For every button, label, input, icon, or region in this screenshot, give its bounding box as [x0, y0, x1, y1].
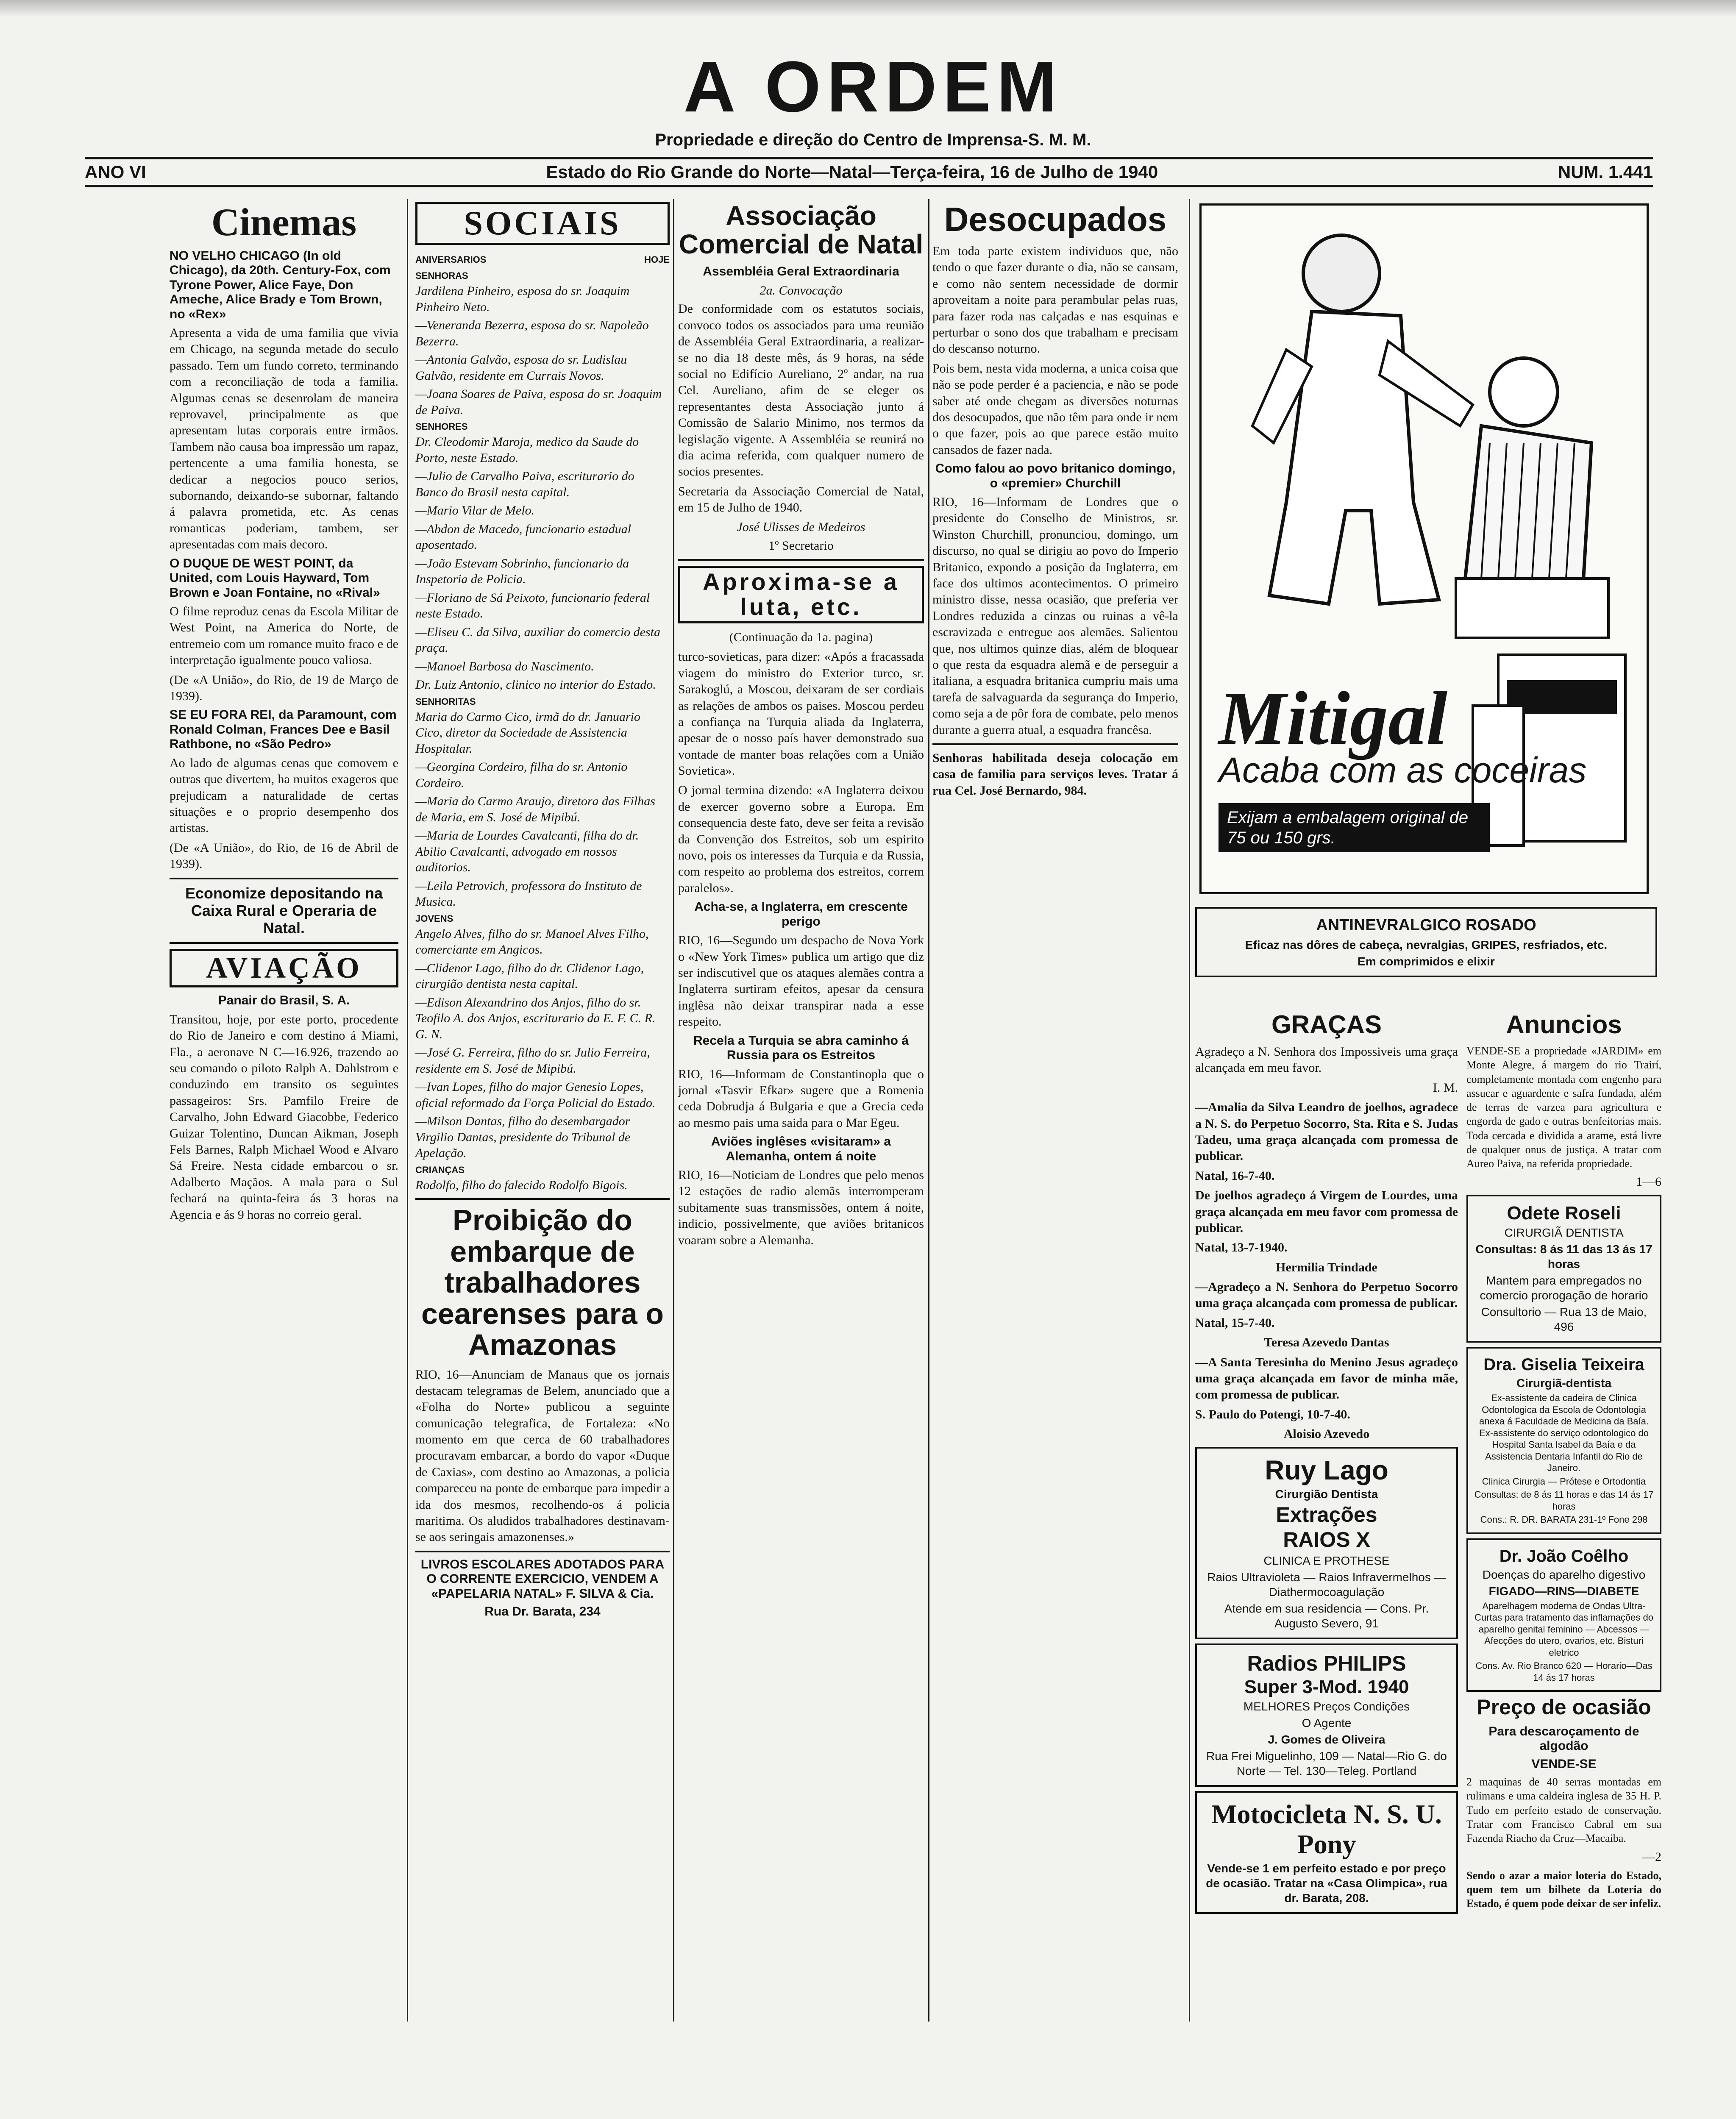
antinevralgico-text: Eficaz nas dôres de cabeça, nevralgias, GRIPES, resfriados, etc.	[1245, 938, 1608, 951]
masthead	[153, 47, 1594, 150]
gracas-paragraph-3: De joelhos agradeço á Virgem de Lourdes, uma graça alcançada em meu favor com promessa de publicar.	[1195, 1188, 1458, 1235]
sociais-item: —Milson Dantas, filho do desembargador Virgilio Dantas, presidente do Tribunal de Apelação.	[415, 1114, 631, 1160]
aviacao-heading: Panair do Brasil, S. A.	[218, 993, 350, 1008]
divider	[415, 1198, 670, 1200]
sociais-item: —Edison Alexandrino dos Anjos, filho do sr. Teofilo A. dos Anjos, escriturario da E. F. C. R. G. N.	[415, 995, 656, 1041]
associacao-subtitle: Assembléia Geral Extraordinaria	[703, 264, 899, 279]
philips-model: Super 3-Mod. 1940	[1244, 1676, 1409, 1697]
loteria-notice: Sendo o azar a maior loteria do Estado, quem tem um bilhete da Loteria do Estado, é quem pode deixar de ser infeliz.	[1466, 1869, 1661, 1910]
sociais-item: Dr. Luiz Antonio, clinico no interior do Estado.	[415, 678, 656, 692]
gracas-paragraph-1: Agradeço a N. Senhora dos Impossiveis uma graça alcançada em meu favor.	[1195, 1045, 1458, 1075]
issue-number: NUM. 1.441	[1558, 162, 1653, 182]
ruylago-ad	[1195, 1447, 1458, 1639]
preco-vende: VENDE-SE	[1531, 1757, 1597, 1771]
philips-agente-name: J. Gomes de Oliveira	[1268, 1733, 1385, 1746]
ruylago-clinic: CLINICA E PROTHESE	[1263, 1554, 1390, 1567]
preco-subtitle: Para descaroçamento de algodão	[1488, 1724, 1639, 1753]
anuncios-ref: 1—6	[1636, 1175, 1661, 1189]
mitigal-tagline-1: Acaba com	[1219, 750, 1397, 790]
philips-agente: O Agente	[1302, 1716, 1352, 1730]
column-divider	[673, 199, 674, 2022]
senhoritas-label: SENHORITAS	[415, 696, 476, 707]
column-divider	[1189, 199, 1190, 2022]
aniversarios-label: ANIVERSARIOS	[415, 254, 487, 265]
divider	[678, 559, 924, 561]
gracas-paragraph-4: —Agradeço a N. Senhora do Perpetuo Socorro uma graça alcançada com promessa de publicar.	[1195, 1280, 1458, 1310]
odete-address: Consultorio — Rua 13 de Maio, 496	[1481, 1305, 1647, 1334]
dateline	[85, 157, 1653, 187]
coelho-text: Aparelhagem moderna de Ondas Ultra-Curtas para tratamento das inflamações do aparelho genital feminino — Abcessos — Afecções do utero, ovarios, etc. Bisturi eletrico	[1474, 1600, 1653, 1658]
gracas-date-3: Natal, 13-7-1940.	[1195, 1240, 1288, 1255]
proibicao-paragraph: RIO, 16—Anunciam de Manaus que os jornais destacam telegramas de Belem, anunciado que a «Folha do Norte» publicou a seguinte comunicação telegrafica, de Fortaleza: «No momento em que cerca de 60 trabalhadores procuravam embarcar, a bordo do vapor «Duque de Caxias», com destino ao Amazonas, a policia compareceu na ponte de embarque para impedir a ida dos mesmos, recolhendo-os á policia maritima. Os aludidos trabalhadores destinavam-se aos seringais amazonenses.»	[415, 1367, 670, 1544]
aviacao-paragraph: Transitou, hoje, por este porto, procedente do Rio de Janeiro e com destino á Miami, Fla., a aeronave N C—16.926, trazendo ao seu comando o piloto Ralph A. Dahlstrom e conduzindo em transito os seguintes passageiros: Srs. Pamfilo Freire de Carvalho, John Edward Giacobbe, Federico Guizar Tolentino, Duncan Aikman, Joseph Fels Barnes, Ralph Michael Wood e Alvaro Sá Freire. Nesta cidade embarcou o sr. Adalberto Maçãos. A mala para o Sul fechará na quinta-feira ás 3 horas na Agencia e ás 9 horas no correio geral.	[170, 1012, 398, 1222]
giselia-role: Cirurgiã-dentista	[1516, 1377, 1612, 1390]
gracas-signature-3: Hermilia Trindade	[1276, 1260, 1377, 1274]
aviacao-title: AVIAÇÃO	[170, 949, 398, 988]
sociais-item: —Ivan Lopes, filho do major Genesio Lopes, oficial reformado da Força Policial do Estado.	[415, 1080, 656, 1110]
coelho-ad	[1466, 1538, 1661, 1692]
column-divider	[928, 199, 929, 2022]
aproxima-heading-4: Aviões inglêses «visitaram» a Alemanha, ontem á noite	[711, 1135, 891, 1163]
sociais-item: —Abdon de Macedo, funcionario estadual aposentado.	[415, 522, 632, 552]
mitigal-tagline-2: as coceiras	[1406, 750, 1587, 790]
gracas-title: GRAÇAS	[1271, 1010, 1382, 1039]
ruylago-services: Raios Ultravioleta — Raios Infravermelhos — Diathermocoagulação	[1207, 1570, 1446, 1599]
desocupados-paragraph-2: Pois bem, nesta vida moderna, a unica coisa que não se pode perder é a paciencia, e não se pode saber até onde chegam as diversões noturnas dos desocupados, que não têm para onde ir nem o que fazer, pois ao que parece estão muito cansados de fazer nada.	[932, 361, 1178, 457]
antinevralgico-box	[1195, 907, 1657, 977]
sociais-item: Rodolfo, filho do falecido Rodolfo Bigois.	[415, 1178, 628, 1192]
coelho-name: Dr. João Coêlho	[1499, 1546, 1629, 1566]
column-gracas	[1195, 1009, 1458, 2119]
odete-note: Mantem para empregados no comercio prorogação de horario	[1480, 1274, 1648, 1302]
churchill-heading: Como falou ao povo britanico domingo, o «premier» Churchill	[935, 462, 1176, 490]
divider	[170, 942, 398, 944]
sociais-title: SOCIAIS	[415, 202, 670, 245]
philips-melhores: MELHORES Preços Condições	[1243, 1700, 1410, 1713]
sociais-item: Angelo Alves, filho do sr. Manoel Alves Filho, comerciante em Angicos.	[415, 926, 649, 957]
cinemas-credit-1: (De «A União», do Rio, de 19 de Março de 1939).	[170, 673, 398, 704]
odete-hours: Consultas: 8 ás 11 das 13 ás 17 horas	[1475, 1243, 1653, 1271]
aproxima-paragraph-1: turco-sovieticas, para dizer: «Após a fracassada viagem do ministro do Exterior turco, sr. Sarakoglú, a Moscou, deixaram de ser cordiais as relações de ambos os paises. Moscou perdeu a confiança na Turquia aliada da Inglaterra, apesar de o nosso país haver demonstrado sua vontade de manter boas relações com a União Sovietica».	[678, 650, 924, 778]
sociais-item: Dr. Cleodomir Maroja, medico da Saude do Porto, neste Estado.	[415, 435, 639, 465]
senhoras-label: SENHORAS	[415, 270, 468, 281]
cinemas-paragraph-3: Ao lado de algumas cenas que comovem e outras que divertem, ha muitos exageros que prejudicam a naturalidade de certas situações e o proprio desempenho dos artistas.	[170, 756, 398, 835]
coelho-sub: FIGADO—RINS—DIABETE	[1488, 1584, 1639, 1598]
moto-text: Vende-se 1 em perfeito estado e por preço de ocasião. Tratar na «Casa Olimpica», rua dr. Barata, 208.	[1206, 1862, 1447, 1905]
aproxima-continuation: (Continuação da 1a. pagina)	[729, 630, 873, 644]
cinemas-heading-1: NO VELHO CHICAGO (In old Chicago), da 20th. Century-Fox, com Tyrone Power, Alice Faye, Don Ameche, Alice Brady e Tom Brown, no «Rex»	[170, 248, 391, 321]
anuncios-title: Anuncios	[1506, 1010, 1622, 1039]
sociais-item: —Joana Soares de Paiva, esposa do sr. Joaquim de Paiva.	[415, 387, 662, 417]
column-sociais	[415, 199, 670, 2055]
masthead-subtitle: Propriedade e direção do Centro de Imprensa-S. M. M.	[655, 131, 1091, 149]
column-desocupados	[932, 199, 1178, 2055]
aproxima-paragraph-4: RIO, 16—Informam de Constantinopla que o jornal «Tasvir Efkar» sugere que a Romenia ceda Dobrudja á Bulgaria e que a Grecia ceda ao mesmo pais uma saida para o Mar Egeu.	[678, 1067, 924, 1130]
coelho-address: Cons. Av. Rio Branco 620 — Horario—Das 14 ás 17 horas	[1475, 1660, 1653, 1683]
cinemas-paragraph-1: Apresenta a vida de uma familia que vivia em Chicago, na segunda metade do seculo passado. Tem um fundo correto, terminando com a reconciliação de toda a familia. Algumas cenas se desenrolam de maneira reprovavel, principalmente as que apresentam lutas corporais entre irmãos. Tambem não causa boa impressão um rapaz, pertencente a uma familia honesta, se dedicar a negocios pouco serios, subornando, deixando-se subornar, faltando á palavra prometida, etc. As cenas romanticas poderiam, tambem, ser apresentadas com mais decoro.	[170, 326, 398, 552]
cinemas-heading-2: O DUQUE DE WEST POINT, da United, com Louis Hayward, Tom Brown e Joan Fontaine, no «Rival»	[170, 556, 380, 600]
cinemas-title: Cinemas	[211, 200, 357, 244]
sociais-item: —Eliseu C. da Silva, auxiliar do comercio desta praça.	[415, 625, 660, 655]
ruylago-role: Cirurgião Dentista	[1275, 1487, 1378, 1501]
column-divider	[407, 199, 408, 2022]
column-associacao	[678, 199, 924, 2055]
ruylago-line-1: Extrações	[1276, 1502, 1377, 1527]
hoje-label: HOJE	[644, 254, 670, 265]
sociais-item: —José G. Ferreira, filho do sr. Julio Ferreira, residente em S. José de Mipibú.	[415, 1046, 650, 1076]
odete-role: CIRURGIÃ DENTISTA	[1504, 1226, 1624, 1240]
associacao-paragraph: De conformidade com os estatutos sociais, convoco todos os associados para uma reunião de Assembléia Geral Extraordinaria, a realizar-se no dia 18 deste mês, ás 9 horas, na séde social no Edifício Aureliano, 2º andar, na rua Cel. Aureliano, afim de se eleger os representantes desta Associação junto á Comissão de Salario Minimo, nos termos da legislação vigente. A Assembléia se reunirá no dia acima referida, com qualquer numero de socios presentes.	[678, 302, 924, 479]
senhora-notice: Senhoras habilitada deseja colocação em casa de familia para serviços leves. Tratar á rua Cel. José Bernardo, 984.	[932, 751, 1178, 798]
desocupados-title: Desocupados	[944, 200, 1167, 238]
senhores-label: SENHORES	[415, 421, 468, 432]
odete-ad	[1466, 1195, 1661, 1343]
criancas-label: CRIANÇAS	[415, 1164, 465, 1175]
aproxima-title: Aproxima-se a luta, etc.	[678, 566, 924, 623]
sociais-item: —Manoel Barbosa do Nascimento.	[415, 659, 594, 673]
divider	[932, 743, 1178, 745]
antinevralgico-ad	[1195, 907, 1657, 1000]
moto-title: Motocicleta N. S. U. Pony	[1211, 1799, 1442, 1859]
giselia-hours: Consultas: de 8 ás 11 horas e das 14 ás 17 horas	[1474, 1489, 1654, 1512]
aproxima-paragraph-3: RIO, 16—Segundo um despacho de Nova York o «New York Times» publica um artigo que diz ser indiscutivel que os ataques alemães contra a Inglaterra surtiram efeitos, apesar da censura inglêsa não deixar transpirar nada a esse respeito.	[678, 933, 924, 1029]
divider	[415, 1551, 670, 1552]
cinemas-paragraph-2: O filme reproduz cenas da Escola Militar de West Point, na America do Norte, de entremeio com um romance muito fraco e de interpretação igualmente pouco valiosa.	[170, 604, 398, 667]
anuncios-paragraph: VENDE-SE a propriedade «JARDIM» em Monte Alegre, á margem do rio Trairí, completamente montada com engenho para assucar e aguardente e safra fundada, além de terras de varzea para agricultura e engorda de gado e outras benfeitorias mais. Toda cercada e dividida a arame, está livre de qualquer onus de justiça. A tratar com Aureo Paiva, na referida propriedade.	[1466, 1045, 1661, 1170]
mitigal-brand: Mitigal	[1219, 676, 1448, 760]
ruylago-address: Atende em sua residencia — Cons. Pr. Augusto Severo, 91	[1224, 1602, 1429, 1630]
giselia-ad	[1466, 1347, 1661, 1534]
associacao-convocacao: 2a. Convocação	[760, 283, 843, 298]
gracas-date-4: Natal, 15-7-40.	[1195, 1315, 1275, 1330]
sociais-item: —Floriano de Sá Peixoto, funcionario federal neste Estado.	[415, 590, 650, 620]
associacao-title: Associação Comercial de Natal	[679, 200, 924, 260]
sociais-item: —Maria de Lourdes Cavalcanti, filha do dr. Abilio Cavalcanti, advogado em nossos auditorios.	[415, 829, 639, 874]
preco-ref: —2	[1642, 1849, 1661, 1864]
gracas-date-5: S. Paulo do Potengi, 10-7-40.	[1195, 1407, 1350, 1421]
sociais-item: —Mario Vilar de Melo.	[415, 503, 535, 517]
desocupados-paragraph-1: Em toda parte existem individuos que, não tendo o que fazer durante o dia, não se cansam, e como não sentem necessidade de dormir aproveitam a noite para perambular pelas ruas, para fazer roda nas calçadas e nas esquinas e perturbar o sono dos que trabalham e precisam do descanso noturno.	[932, 244, 1178, 356]
antinevralgico-title: ANTINEVRALGICO ROSADO	[1316, 916, 1536, 934]
divider	[170, 878, 398, 879]
preco-paragraph: 2 maquinas de 40 serras montadas em rulimans e uma caldeira inglesa de 35 H. P. Tudo em perfeito estado de conservação. Tratar com Francisco Cabral em sua Fazenda Riacho da Cruz—Macaiba.	[1466, 1776, 1661, 1845]
sociais-item: —Maria do Carmo Araujo, diretora das Filhas de Maria, em S. José de Mipibú.	[415, 794, 655, 824]
associacao-signer: José Ulisses de Medeiros	[737, 520, 865, 534]
gracas-signature-5: Aloisio Azevedo	[1283, 1427, 1370, 1441]
gracas-date-2: Natal, 16-7-40.	[1195, 1168, 1275, 1183]
aproxima-paragraph-5: RIO, 16—Noticiam de Londres que pelo menos 12 estações de radio alemãs interromperam subitamente suas transmissões, ontem á noite, indicio, possivelmente, que aviões britanicos voaram sobre a Alemanha.	[678, 1168, 924, 1247]
cinemas-heading-3: SE EU FORA REI, da Paramount, com Ronald Colman, Frances Dee e Basil Rathbone, no «São Pedro»	[170, 708, 397, 751]
preco-title: Preço de ocasião	[1477, 1695, 1651, 1719]
livros-address: Rua Dr. Barata, 234	[484, 1605, 601, 1619]
sociais-item: —Julio de Carvalho Paiva, escriturario do Banco do Brasil nesta capital.	[415, 469, 634, 499]
sociais-item: —Antonia Galvão, esposa do sr. Ludislau Galvão, residente em Currais Novos.	[415, 353, 627, 383]
ruylago-name: Ruy Lago	[1265, 1454, 1388, 1485]
sociais-item: —Clidenor Lago, filho do dr. Clidenor Lago, cirurgião dentista nesta capital.	[415, 961, 644, 991]
associacao-role: 1º Secretario	[768, 538, 834, 553]
gracas-signature-4: Teresa Azevedo Dantas	[1264, 1335, 1389, 1350]
aproxima-paragraph-2: O jornal termina dizendo: «A Inglaterra deixou de exercer governo sobre a Europa. Em consequencia deste fato, deve ser feita a revisão da Convenção dos Estreitos, sob um espirito novo, pois os interesses da Turquia e da Russia, com respeito ao problema dos estreitos, correm paralelos».	[678, 783, 924, 895]
aproxima-heading-3: Recela a Turquia se abra caminho á Russia para os Estreitos	[693, 1033, 909, 1062]
masthead-title: A ORDEM	[683, 47, 1063, 127]
giselia-bio: Ex-assistente da cadeira de Clinica Odontologica da Escola de Odontologia anexa á Faculdade de Medicina da Baía. Ex-assistente do serviço odontologico do Hospital Santa Isabel da Baía e da Assistencia Dentaria Infantil do Rio de Janeiro.	[1479, 1393, 1649, 1474]
date-label: Estado do Rio Grande do Norte—Natal—Terça-feira, 16 de Julho de 1940	[546, 162, 1158, 182]
cinemas-credit-2: (De «A União», do Rio, de 16 de Abril de 1939).	[170, 840, 398, 871]
sociais-item: —Georgina Cordeiro, filha do sr. Antonio Cordeiro.	[415, 760, 628, 790]
gracas-signature-1: I. M.	[1433, 1080, 1458, 1095]
giselia-name: Dra. Giselia Teixeira	[1483, 1355, 1644, 1374]
gracas-paragraph-5: —A Santa Teresinha do Menino Jesus agradeço uma graça alcançada em favor de minha mãe, com promessa de publicar.	[1195, 1355, 1458, 1402]
sociais-item: —Leila Petrovich, professora do Instituto de Musica.	[415, 879, 642, 909]
page-edge-shadow	[0, 0, 1736, 17]
aniversarios-header	[415, 251, 670, 267]
philips-address: Rua Frei Miguelinho, 109 — Natal—Rio G. do Norte — Tel. 130—Teleg. Portland	[1206, 1749, 1447, 1778]
jovens-label: JOVENS	[415, 913, 453, 924]
livros-notice: LIVROS ESCOLARES ADOTADOS PARA O CORRENTE EXERCICIO, VENDEM A «PAPELARIA NATAL» F. SILVA & Cia.	[420, 1557, 665, 1601]
philips-ad	[1195, 1643, 1458, 1787]
sociais-item: Maria do Carmo Cico, irmã do dr. Januario Cico, diretor da Sociedade de Assistencia Hospitalar.	[415, 709, 640, 756]
associacao-signoff: Secretaria da Associação Comercial de Natal, em 15 de Julho de 1940.	[678, 484, 924, 515]
mitigal-cta: Exijam a embalagem original de 75 ou 150 grs.	[1219, 803, 1490, 852]
ruylago-line-2: RAIOS X	[1283, 1527, 1370, 1552]
philips-title: Radios PHILIPS	[1247, 1651, 1406, 1675]
sociais-item: Jardilena Pinheiro, esposa do sr. Joaquim Pinheiro Neto.	[415, 284, 630, 314]
sociais-item: —Veneranda Bezerra, esposa do sr. Napoleão Bezerra.	[415, 318, 649, 348]
proibicao-title: Proibição do embarque de trabalhadores cearenses para o Amazonas	[421, 1204, 664, 1361]
aproxima-heading-2: Acha-se, a Inglaterra, em crescente perigo	[694, 900, 908, 929]
coelho-role: Doenças do aparelho digestivo	[1482, 1568, 1646, 1581]
gracas-paragraph-2: —Amalia da Silva Leandro de joelhos, agradece a N. S. do Perpetuo Socorro, Sta. Rita e S. Judas Tadeu, uma graça alcançada com promessa de publicar.	[1195, 1100, 1458, 1163]
churchill-paragraph: RIO, 16—Informam de Londres que o presidente do Conselho de Ministros, sr. Winston Churchill, pronunciou, domingo, um discurso, no qual se dirigiu ao povo do Imperio Britanico, expondo a posição da Inglaterra, em face dos ultimos acontecimentos. O primeiro ministro disse, nessa ocasião, que preferia ver Londres reduzida a cinzas ou ruinas a vê-la escravizada e entregue aos alemães. Salientou que, nos ultimos quinze dias, além de bloquear o que resta da esquadra alemã e de perseguir a italiana, a esquadra britanica cumpriu mais uma tarefa de salvaguarda da segurança do Imperio, como seja a de pôr fora de combate, pelo menos durante a guerra atual, a esquadra francêsa.	[932, 495, 1178, 737]
sociais-item: —João Estevam Sobrinho, funcionario da Inspetoria de Policia.	[415, 556, 629, 586]
giselia-clinic: Clinica Cirurgia — Prótese e Ortodontia	[1482, 1476, 1646, 1487]
column-anuncios	[1466, 1009, 1661, 2119]
moto-ad	[1195, 1791, 1458, 1914]
odete-name: Odete Roseli	[1507, 1202, 1621, 1224]
mitigal-tagline	[1219, 752, 1586, 788]
year-label: ANO VI	[85, 162, 146, 182]
mitigal-ad	[1199, 203, 1649, 894]
antinevralgico-text-2: Em comprimidos e elixir	[1358, 954, 1495, 968]
giselia-address: Cons.: R. DR. BARATA 231-1º Fone 298	[1480, 1514, 1648, 1525]
column-cinemas	[170, 199, 398, 1979]
caixa-rural-notice: Economize depositando na Caixa Rural e Operaria de Natal.	[185, 884, 383, 937]
